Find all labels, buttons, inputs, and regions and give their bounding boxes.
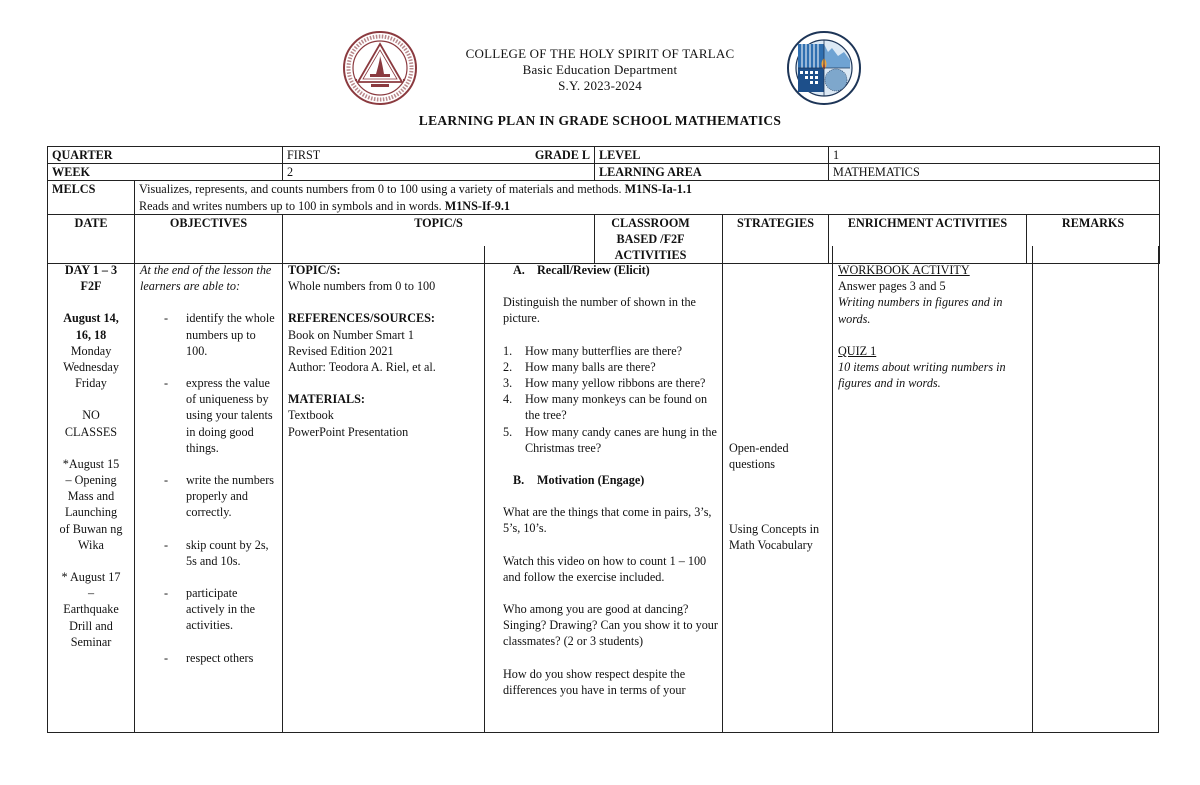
question-item: 5. How many candy canes are hung in the Christmas tree?: [503, 424, 717, 455]
activities-cell: [485, 246, 723, 732]
objective-item: - identify the whole numbers up to 100.: [164, 311, 275, 358]
workbook-heading: WORKBOOK ACTIVITY: [838, 263, 970, 277]
motivation-paragraph: How do you show respect despite the differences you have in terms of your: [503, 666, 686, 697]
recall-questions: [503, 343, 718, 456]
grade-label: GRADE L: [534, 148, 591, 162]
col-objectives: OBJECTIVES: [135, 214, 283, 264]
level-value: 1: [829, 147, 1160, 164]
document-header: [0, 0, 1200, 140]
learning-area-label: LEARNING AREA: [595, 164, 829, 181]
plan-body-row: [47, 246, 1159, 733]
school-year: S.Y. 2023-2024: [558, 78, 642, 93]
school-heading: [0, 46, 1200, 94]
week-value: 2: [283, 164, 595, 181]
col-enrichment: ENRICHMENT ACTIVITIES: [829, 214, 1027, 264]
question-item: 3. How many yellow ribbons are there?: [503, 376, 706, 391]
topics-cell: TOPIC/S: Whole numbers from 0 to 100 REFERENCES/SOURCES: Book on Number Smart 1 Revised Edition 2021 Author: Teodora A. Riel, et al. MATERIALS: Textbook PowerPoint Presentation: [283, 246, 485, 732]
quarter-value: FIRST: [287, 148, 321, 162]
objectives-cell: [135, 246, 283, 732]
workbook-text: Answer pages 3 and 5: [838, 279, 946, 294]
question-item: 4. How many monkeys can be found on the tree?: [503, 392, 708, 423]
topic-value: Whole numbers from 0 to 100: [288, 279, 436, 294]
quiz-heading: QUIZ 1: [838, 343, 877, 358]
melcs-label: MELCS: [48, 181, 135, 214]
melcs-cell: [135, 181, 1160, 214]
objective-item: - participate actively in the activities.: [164, 586, 256, 633]
department-name: Basic Education Department: [522, 62, 678, 77]
strategy-item: Using Concepts in Math Vocabulary: [729, 522, 820, 553]
objective-item: - write the numbers properly and correctly.: [164, 473, 274, 520]
objective-item: - express the value of uniqueness by using your talents in doing good things.: [164, 376, 273, 455]
question-item: 2. How many balls are there?: [503, 359, 656, 374]
level-label: LEVEL: [595, 147, 829, 164]
melc-code: M1NS-If-9.1: [444, 198, 511, 213]
objective-item: - respect others: [164, 650, 254, 665]
strategies-cell: [723, 246, 833, 732]
references-heading: REFERENCES/SOURCES:: [288, 311, 435, 326]
section-a-heading: A. Recall/Review (Elicit): [513, 263, 650, 277]
question-item: 1. How many butterflies are there?: [503, 343, 683, 358]
week-row: [48, 164, 1160, 181]
col-activities: CLASSROOM BASED /F2F ACTIVITIES: [595, 214, 723, 264]
col-topics: TOPIC/S: [283, 214, 595, 264]
learning-area-value: MATHEMATICS: [829, 164, 1160, 181]
school-name: COLLEGE OF THE HOLY SPIRIT OF TARLAC: [465, 46, 735, 61]
topic-heading: TOPIC/S:: [288, 263, 341, 277]
date-cell: DAY 1 – 3 F2F August 14, 16, 18 Monday Wednesday Friday NO CLASSES *August 15 – Opening Mass and Launching of Buwan ng Wika * August 17 – Earthquake Drill and Seminar: [48, 246, 135, 732]
materials-heading: MATERIALS:: [288, 392, 365, 407]
quarter-row: [48, 147, 1160, 164]
quiz-desc: 10 items about writing numbers in figures and in words.: [838, 360, 1006, 391]
date-note: *August 15 – Opening Mass and Launching of Buwan ng Wika: [59, 456, 123, 552]
col-strategies: STRATEGIES: [723, 214, 829, 264]
objectives-list: [140, 310, 278, 665]
motivation-paragraph: Who among you are good at dancing? Singing? Drawing? Can you show it to your classmates? (2 or 3 students): [503, 602, 718, 649]
motivation-paragraph: Watch this video on how to count 1 – 100 and follow the exercise included.: [503, 553, 707, 584]
melcs-row: [48, 181, 1160, 214]
enrichment-cell: [833, 246, 1033, 732]
motivation-paragraph: What are the things that come in pairs, 3’s, 5’s, 10’s.: [503, 505, 712, 536]
quarter-label: QUARTER: [48, 147, 283, 164]
objective-item: - skip count by 2s, 5s and 10s.: [164, 537, 269, 568]
plan-title: LEARNING PLAN IN GRADE SCHOOL MATHEMATICS: [418, 113, 782, 128]
melc-code: M1NS-Ia-1.1: [624, 182, 693, 197]
melc-item: Reads and writes numbers up to 100 in symbols and in words. M1NS-If-9.1: [139, 198, 511, 213]
col-remarks: REMARKS: [1027, 214, 1160, 264]
col-date: DATE: [48, 214, 135, 264]
section-a-intro: Distinguish the number of shown in the picture.: [503, 295, 696, 326]
melc-item: Visualizes, represents, and counts numbers from 0 to 100 using a variety of materials and methods. M1NS-Ia-1.1: [139, 182, 693, 197]
strategy-item: Open-ended questions: [729, 441, 789, 472]
workbook-desc: Writing numbers in figures and in words.: [838, 295, 1003, 326]
quarter-cell: [283, 147, 595, 164]
section-b-heading: B. Motivation (Engage): [513, 473, 645, 488]
date-note: * August 17 – Earthquake Drill and Seminar: [61, 570, 121, 649]
remarks-cell: [1033, 246, 1158, 732]
week-label: WEEK: [48, 164, 283, 181]
objectives-intro: At the end of the lesson the learners are able to:: [140, 263, 272, 294]
